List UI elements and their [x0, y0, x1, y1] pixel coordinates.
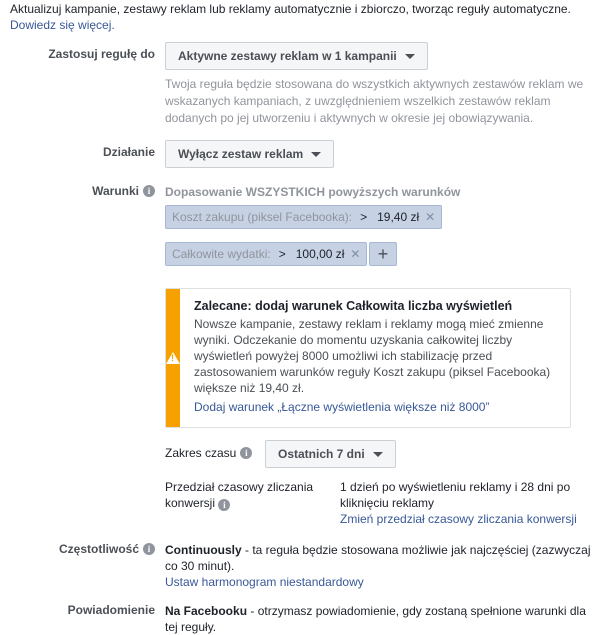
notification-value	[165, 603, 595, 635]
attribution-value-text: 1 dzień po wyświetleniu reklamy i 28 dni po kliknięciu reklamy	[340, 480, 571, 510]
notification-value-text: - otrzymasz powiadomienie, gdy zostaną spełnione warunki dla tej reguły.	[165, 604, 586, 634]
warning-icon	[166, 352, 180, 364]
intro-text	[10, 1, 595, 33]
frequency-value-bold: Continuously	[165, 543, 242, 557]
info-icon[interactable]: i	[240, 447, 252, 459]
info-icon[interactable]: i	[218, 499, 230, 511]
condition-operator: >	[278, 247, 286, 261]
custom-schedule-link[interactable]: Ustaw harmonogram niestandardowy	[165, 575, 364, 589]
condition-value: 100,00 zł	[295, 247, 345, 261]
frequency-label-text: Częstotliwość	[58, 542, 139, 556]
conditions-title: Dopasowanie WSZYSTKICH powyższych warunków	[165, 185, 461, 199]
recommendation-text: Nowsze kampanie, zestawy reklam i reklamy mogą mieć zmienne wyniki. Odczekanie do momentu uzyskania całkowitej liczby wyświetleń powyżej 8000 umożliwi ich stabilizację przed zastosowaniem warunków reguły Koszt zakupu (piksel Facebooka) większe niż 19,40 zł.	[194, 317, 551, 395]
condition-chip[interactable]	[165, 205, 442, 229]
attribution-label-text: Przedział czasowy zliczania konwersji	[165, 480, 314, 510]
recommendation-box	[165, 288, 571, 428]
add-impressions-condition-link[interactable]: Dodaj warunek „Łączne wyświetlenia większe niż 8000”	[194, 400, 490, 414]
learn-more-link[interactable]: Dowiedz się więcej.	[10, 18, 115, 32]
action-selected: Wyłącz zestaw reklam	[178, 147, 304, 161]
apply-rule-label-text: Zastosuj regułę do	[48, 47, 155, 61]
apply-rule-selected: Aktywne zestawy reklam w 1 kampanii	[178, 49, 397, 63]
close-icon[interactable]: ✕	[350, 247, 361, 261]
action-dropdown[interactable]	[165, 140, 334, 168]
change-attribution-link[interactable]: Zmień przedział czasowy zliczania konwersji	[340, 512, 577, 526]
apply-rule-help: Twoja reguła będzie stosowana do wszystkich aktywnych zestawów reklam we wskazanych kampaniach, z uwzględnieniem wszelkich zestawów reklam dodanych po jej utworzeniu i aktywnych w okresie jej obowiązywania.	[165, 77, 584, 125]
time-range-dropdown[interactable]	[265, 440, 396, 468]
recommendation-warning-bar	[166, 289, 180, 427]
add-condition-button[interactable]	[369, 242, 397, 266]
notification-value-bold: Na Facebooku	[165, 604, 248, 618]
attribution-label	[165, 479, 315, 511]
condition-metric: Całkowite wydatki:	[172, 247, 271, 261]
info-icon[interactable]: i	[143, 185, 155, 197]
frequency-label	[59, 542, 155, 556]
chevron-down-icon	[311, 152, 321, 157]
attribution-value	[340, 479, 595, 527]
notification-label-text: Powiadomienie	[67, 603, 155, 617]
recommendation-title: Zalecane: dodaj warunek Całkowita liczba wyświetleń	[194, 299, 513, 313]
time-range-label-text: Zakres czasu	[165, 446, 237, 460]
apply-rule-label	[48, 47, 155, 61]
condition-value: 19,40 zł	[377, 210, 420, 224]
recommendation-body	[180, 289, 570, 427]
condition-operator: >	[360, 210, 368, 224]
condition-chip[interactable]	[165, 242, 367, 266]
info-icon[interactable]: i	[143, 543, 155, 555]
time-range-selected: Ostatnich 7 dni	[278, 447, 365, 461]
conditions-label	[92, 184, 155, 198]
chevron-down-icon	[405, 54, 415, 59]
frequency-value	[165, 542, 595, 590]
action-label-text: Działanie	[102, 145, 155, 159]
plus-icon: +	[377, 243, 389, 264]
time-range-label	[165, 446, 252, 460]
chevron-down-icon	[373, 452, 383, 457]
condition-metric: Koszt zakupu (piksel Facebooka):	[172, 210, 353, 224]
action-label	[103, 145, 155, 159]
close-icon[interactable]: ✕	[425, 210, 436, 224]
frequency-value-text: - ta reguła będzie stosowana możliwie jak najczęściej (zazwyczaj co 30 minut).	[165, 543, 591, 573]
notification-label	[68, 603, 155, 617]
intro-description: Aktualizuj kampanie, zestawy reklam lub reklamy automatycznie i zbiorczo, tworząc reguły automatyczne.	[10, 2, 571, 16]
conditions-label-text: Warunki	[92, 184, 139, 198]
apply-rule-dropdown[interactable]	[165, 42, 428, 70]
